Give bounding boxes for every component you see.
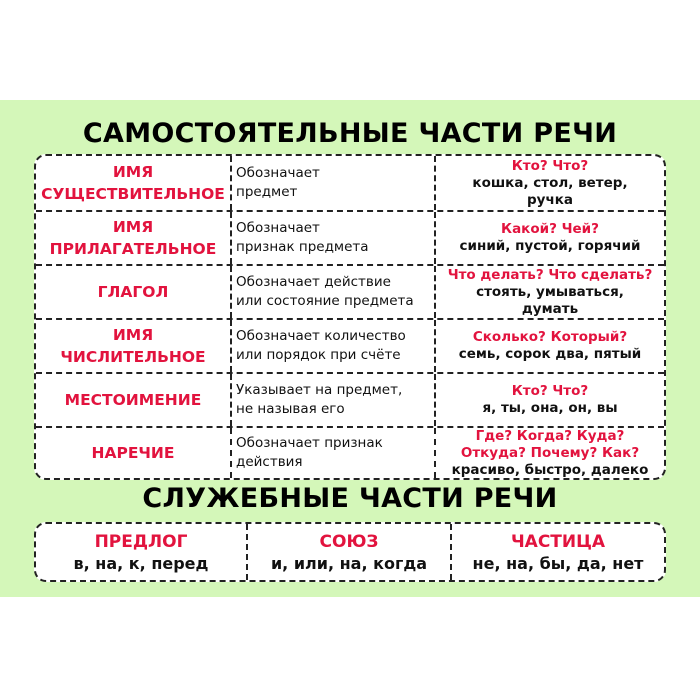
part-description [232, 428, 436, 478]
question-line: Что делать? Что сделать? [447, 266, 653, 283]
description-line: Обозначает количество [236, 328, 406, 344]
description-line: Обозначает признак [236, 435, 383, 451]
description-line: Обозначает [236, 165, 320, 181]
part-name-line: ИМЯ [112, 163, 154, 181]
table-row [36, 264, 664, 318]
question-line: Откуда? Почему? Как? [460, 444, 640, 461]
part-name-line: МЕСТОИМЕНИЕ [64, 391, 202, 409]
description-line: Указывает на предмет, [236, 382, 403, 398]
example-line: красиво, быстро, далеко [451, 461, 649, 478]
part-description [232, 374, 436, 426]
service-part-name: СОЮЗ [319, 531, 379, 552]
page-title: САМОСТОЯТЕЛЬНЫЕ ЧАСТИ РЕЧИ [82, 118, 618, 149]
part-name [36, 212, 232, 264]
question-line: Кто? Что? [511, 383, 589, 399]
part-name-line: ПРИЛАГАТЕЛЬНОЕ [49, 240, 217, 258]
part-name-line: ГЛАГОЛ [97, 283, 169, 301]
part-name-line: СУЩЕСТВИТЕЛЬНОЕ [41, 185, 225, 203]
description-line: действия [236, 454, 303, 470]
service-part-name: ПРЕДЛОГ [94, 531, 188, 552]
part-name [36, 428, 232, 478]
table-row [36, 426, 664, 478]
description-line: не называя его [236, 401, 345, 417]
example-line: думать [521, 300, 579, 317]
part-questions [436, 156, 664, 210]
description-line: предмет [236, 184, 298, 200]
table-row [36, 318, 664, 372]
part-name [36, 374, 232, 426]
description-line: признак предмета [236, 239, 369, 255]
part-name [36, 156, 232, 210]
part-questions [436, 374, 664, 426]
question-line: Какой? Чей? [501, 221, 599, 237]
service-part-examples: в, на, к, перед [73, 553, 209, 573]
section-title-service: СЛУЖЕБНЫЕ ЧАСТИ РЕЧИ [142, 483, 558, 514]
service-part-examples: и, или, на, когда [270, 553, 428, 573]
service-part-name: ЧАСТИЦА [510, 531, 606, 552]
service-part [450, 524, 664, 580]
part-name-line: ИМЯ [112, 326, 154, 344]
part-questions [436, 320, 664, 372]
table-row [36, 372, 664, 426]
part-name-line: ИМЯ [112, 218, 154, 236]
question-line: Где? Когда? Куда? [475, 427, 625, 444]
service-part-examples: не, на, бы, да, нет [472, 553, 644, 573]
parts-of-speech-table [34, 154, 666, 480]
part-questions [436, 428, 664, 478]
part-name-line: НАРЕЧИЕ [91, 444, 175, 462]
service-part [246, 524, 450, 580]
part-name [36, 320, 232, 372]
example-line: синий, пустой, горячий [459, 238, 641, 254]
table-row [36, 156, 664, 210]
part-description [232, 320, 436, 372]
service-parts-table [34, 522, 666, 582]
part-questions [436, 266, 664, 318]
part-description [232, 266, 436, 318]
description-line: Обозначает [236, 220, 320, 236]
description-line: Обозначает действие [236, 274, 391, 290]
question-line: Сколько? Который? [472, 329, 628, 345]
description-line: или состояние предмета [236, 293, 414, 309]
part-description [232, 212, 436, 264]
part-description [232, 156, 436, 210]
part-name [36, 266, 232, 318]
example-line: кошка, стол, ветер, [472, 174, 628, 191]
example-line: ручка [526, 191, 573, 208]
service-part [36, 524, 246, 580]
table-row [36, 210, 664, 264]
example-line: семь, сорок два, пятый [458, 346, 642, 362]
description-line: или порядок при счёте [236, 347, 401, 363]
example-line: стоять, умываться, [476, 283, 624, 300]
question-line: Кто? Что? [511, 157, 589, 174]
part-name-line: ЧИСЛИТЕЛЬНОЕ [60, 348, 206, 366]
example-line: я, ты, она, он, вы [482, 400, 618, 416]
part-questions [436, 212, 664, 264]
